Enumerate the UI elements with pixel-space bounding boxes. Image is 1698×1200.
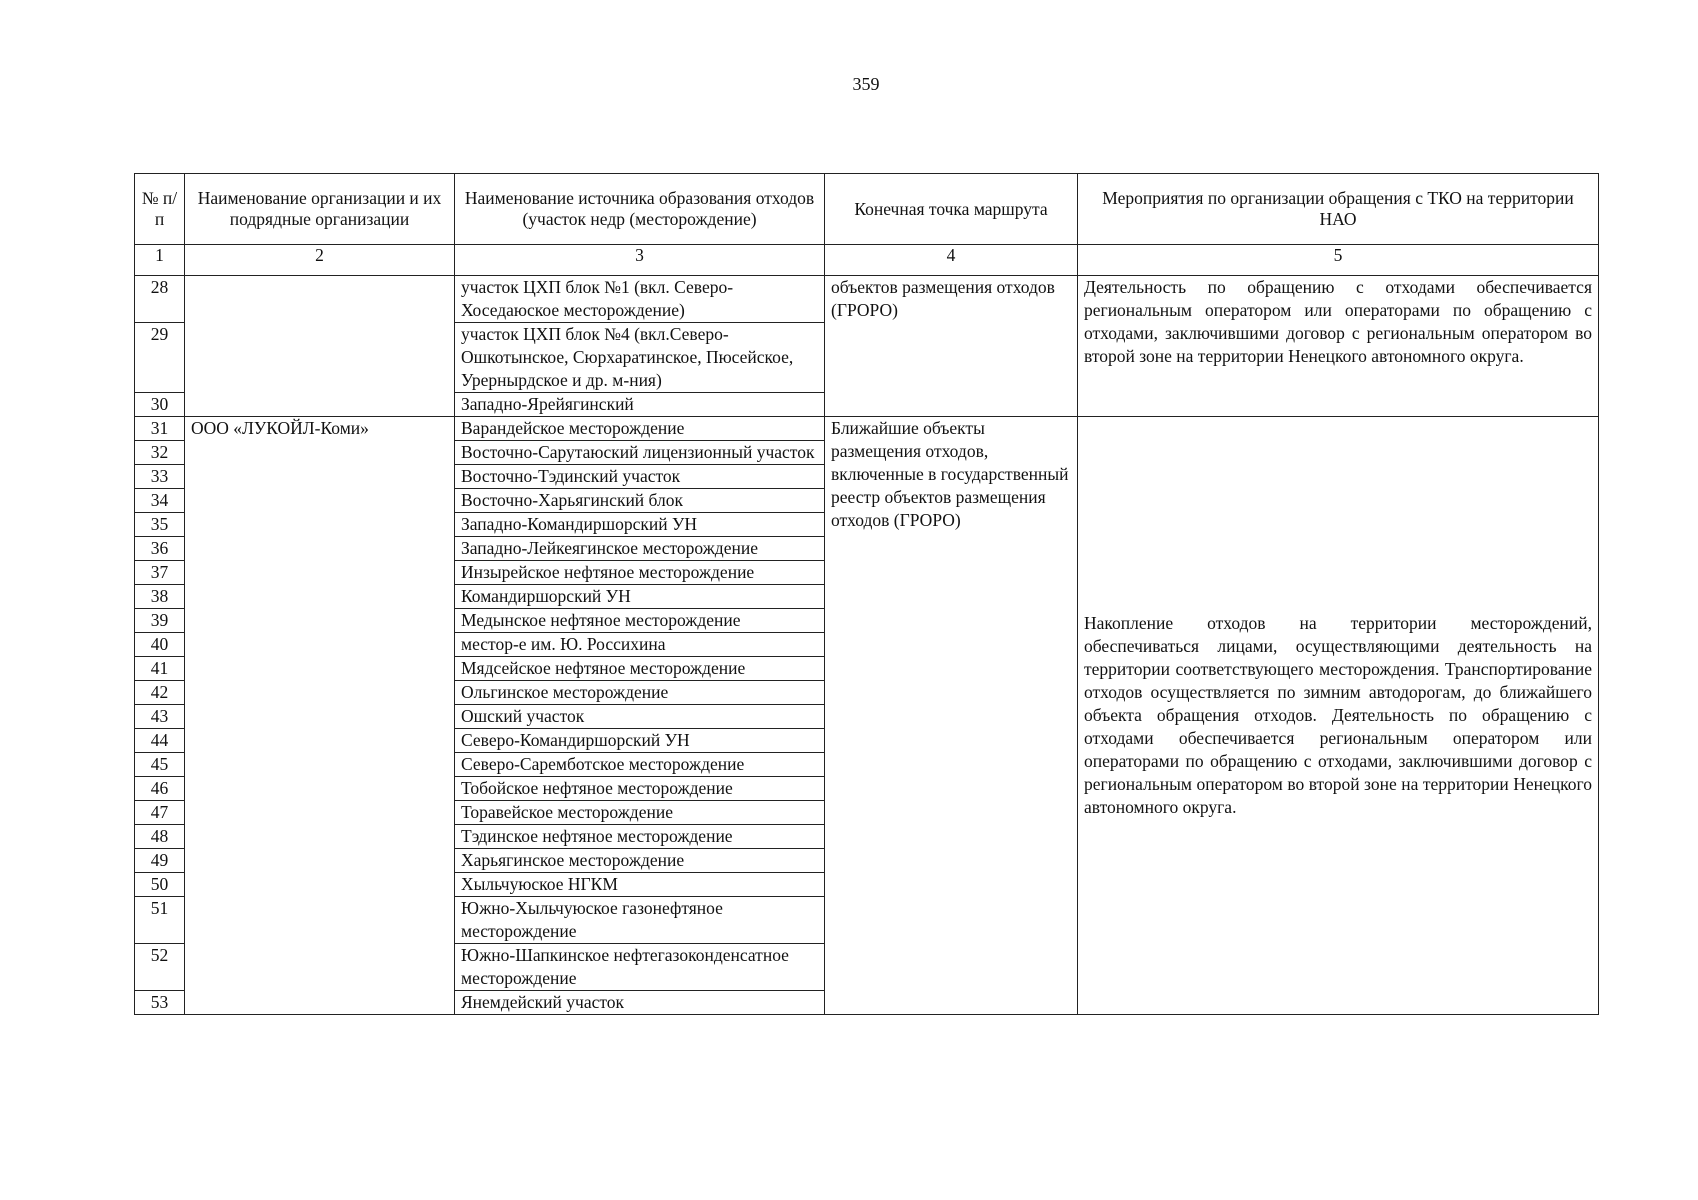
waste-source-cell: Янемдейский участок: [455, 991, 825, 1015]
row-number: 34: [135, 489, 185, 513]
waste-management-table: [134, 173, 1599, 1015]
waste-source-cell: Северо-Саремботское месторождение: [455, 753, 825, 777]
route-endpoint-cell: Ближайшие объекты размещения отходов, включенные в государственный реестр объектов размещения отходов (ГРОРО): [825, 417, 1078, 1015]
row-number: 39: [135, 609, 185, 633]
row-number: 46: [135, 777, 185, 801]
waste-source-cell: Ольгинское месторождение: [455, 681, 825, 705]
row-number: 52: [135, 944, 185, 991]
row-number: 47: [135, 801, 185, 825]
waste-source-cell: Западно-Ярейягинский: [455, 393, 825, 417]
row-number: 44: [135, 729, 185, 753]
waste-source-cell: Командиршорский УН: [455, 585, 825, 609]
table-row: [135, 276, 1599, 323]
header-route-endpoint: Конечная точка маршрута: [825, 174, 1078, 245]
header-waste-source: Наименование источника образования отходов (участок недр (месторождение): [455, 174, 825, 245]
row-number: 53: [135, 991, 185, 1015]
activities-cell: [1078, 276, 1599, 417]
waste-source-cell: Тобойское нефтяное месторождение: [455, 777, 825, 801]
table-header-row: [135, 174, 1599, 245]
column-number: 5: [1078, 245, 1599, 276]
waste-source-cell: Северо-Командиршорский УН: [455, 729, 825, 753]
waste-source-cell: Южно-Хыльчуюское газонефтяное месторождение: [455, 897, 825, 944]
row-number: 49: [135, 849, 185, 873]
waste-source-cell: Восточно-Харьягинский блок: [455, 489, 825, 513]
column-number: 3: [455, 245, 825, 276]
route-endpoint-cell: объектов размещения отходов (ГРОРО): [825, 276, 1078, 417]
activities-text: Накопление отходов на территории месторождений, обеспечиваться лицами, осуществляющими деятельность на территории соответствующего месторождения. Транспортирование отходов осуществляется по зимним автодорогам, до ближайшего объекта обращения отходов. Деятельность по обращению с отходами обеспечивается региональным оператором или операторами по обращению с отходами, заключившими договор с региональным оператором во второй зоне на территории Ненецкого автономного округа.: [1084, 613, 1592, 817]
waste-source-cell: Тэдинское нефтяное месторождение: [455, 825, 825, 849]
row-number: 31: [135, 417, 185, 441]
waste-source-cell: Восточно-Тэдинский участок: [455, 465, 825, 489]
waste-source-cell: участок ЦХП блок №1 (вкл. Северо-Хоседаюское месторождение): [455, 276, 825, 323]
waste-source-cell: Ошский участок: [455, 705, 825, 729]
page-number: 359: [852, 74, 880, 94]
waste-source-cell: Южно-Шапкинское нефтегазоконденсатное месторождение: [455, 944, 825, 991]
waste-source-cell: Восточно-Сарутаюский лицензионный участок: [455, 441, 825, 465]
waste-source-cell: Торавейское месторождение: [455, 801, 825, 825]
header-number: № п/п: [135, 174, 185, 245]
row-number: 35: [135, 513, 185, 537]
waste-source-cell: Мядсейское нефтяное месторождение: [455, 657, 825, 681]
row-number: 30: [135, 393, 185, 417]
waste-source-cell: местор-е им. Ю. Россихина: [455, 633, 825, 657]
waste-source-cell: Харьягинское месторождение: [455, 849, 825, 873]
header-organization: Наименование организации и их подрядные организации: [185, 174, 455, 245]
row-number: 28: [135, 276, 185, 323]
waste-source-cell: Варандейское месторождение: [455, 417, 825, 441]
activities-text: Деятельность по обращению с отходами обеспечивается региональным оператором или операторами по обращению с отходами, заключившими договор с региональным оператором во второй зоне на территории Ненецкого автономного округа.: [1084, 277, 1592, 366]
row-number: 51: [135, 897, 185, 944]
row-number: 43: [135, 705, 185, 729]
activities-cell: [1078, 417, 1599, 1015]
waste-source-cell: участок ЦХП блок №4 (вкл.Северо-Ошкотынское, Сюрхаратинское, Пюсейское, Урернырдское и др. м-ния): [455, 323, 825, 393]
row-number: 38: [135, 585, 185, 609]
organization-cell: [185, 276, 455, 417]
column-number: 2: [185, 245, 455, 276]
table-row: [135, 417, 1599, 441]
waste-source-cell: Западно-Командиршорский УН: [455, 513, 825, 537]
row-number: 45: [135, 753, 185, 777]
organization-cell: ООО «ЛУКОЙЛ-Коми»: [185, 417, 455, 1015]
row-number: 42: [135, 681, 185, 705]
header-activities: Мероприятия по организации обращения с ТКО на территории НАО: [1078, 174, 1599, 245]
waste-source-cell: Западно-Лейкеягинское месторождение: [455, 537, 825, 561]
row-number: 32: [135, 441, 185, 465]
row-number: 50: [135, 873, 185, 897]
row-number: 41: [135, 657, 185, 681]
row-number: 40: [135, 633, 185, 657]
column-number: 1: [135, 245, 185, 276]
waste-source-cell: Инзырейское нефтяное месторождение: [455, 561, 825, 585]
column-number: 4: [825, 245, 1078, 276]
row-number: 37: [135, 561, 185, 585]
row-number: 36: [135, 537, 185, 561]
row-number: 33: [135, 465, 185, 489]
waste-source-cell: Хыльчуюское НГКМ: [455, 873, 825, 897]
row-number: 48: [135, 825, 185, 849]
column-number-row: [135, 245, 1599, 276]
waste-source-cell: Медынское нефтяное месторождение: [455, 609, 825, 633]
row-number: 29: [135, 323, 185, 393]
